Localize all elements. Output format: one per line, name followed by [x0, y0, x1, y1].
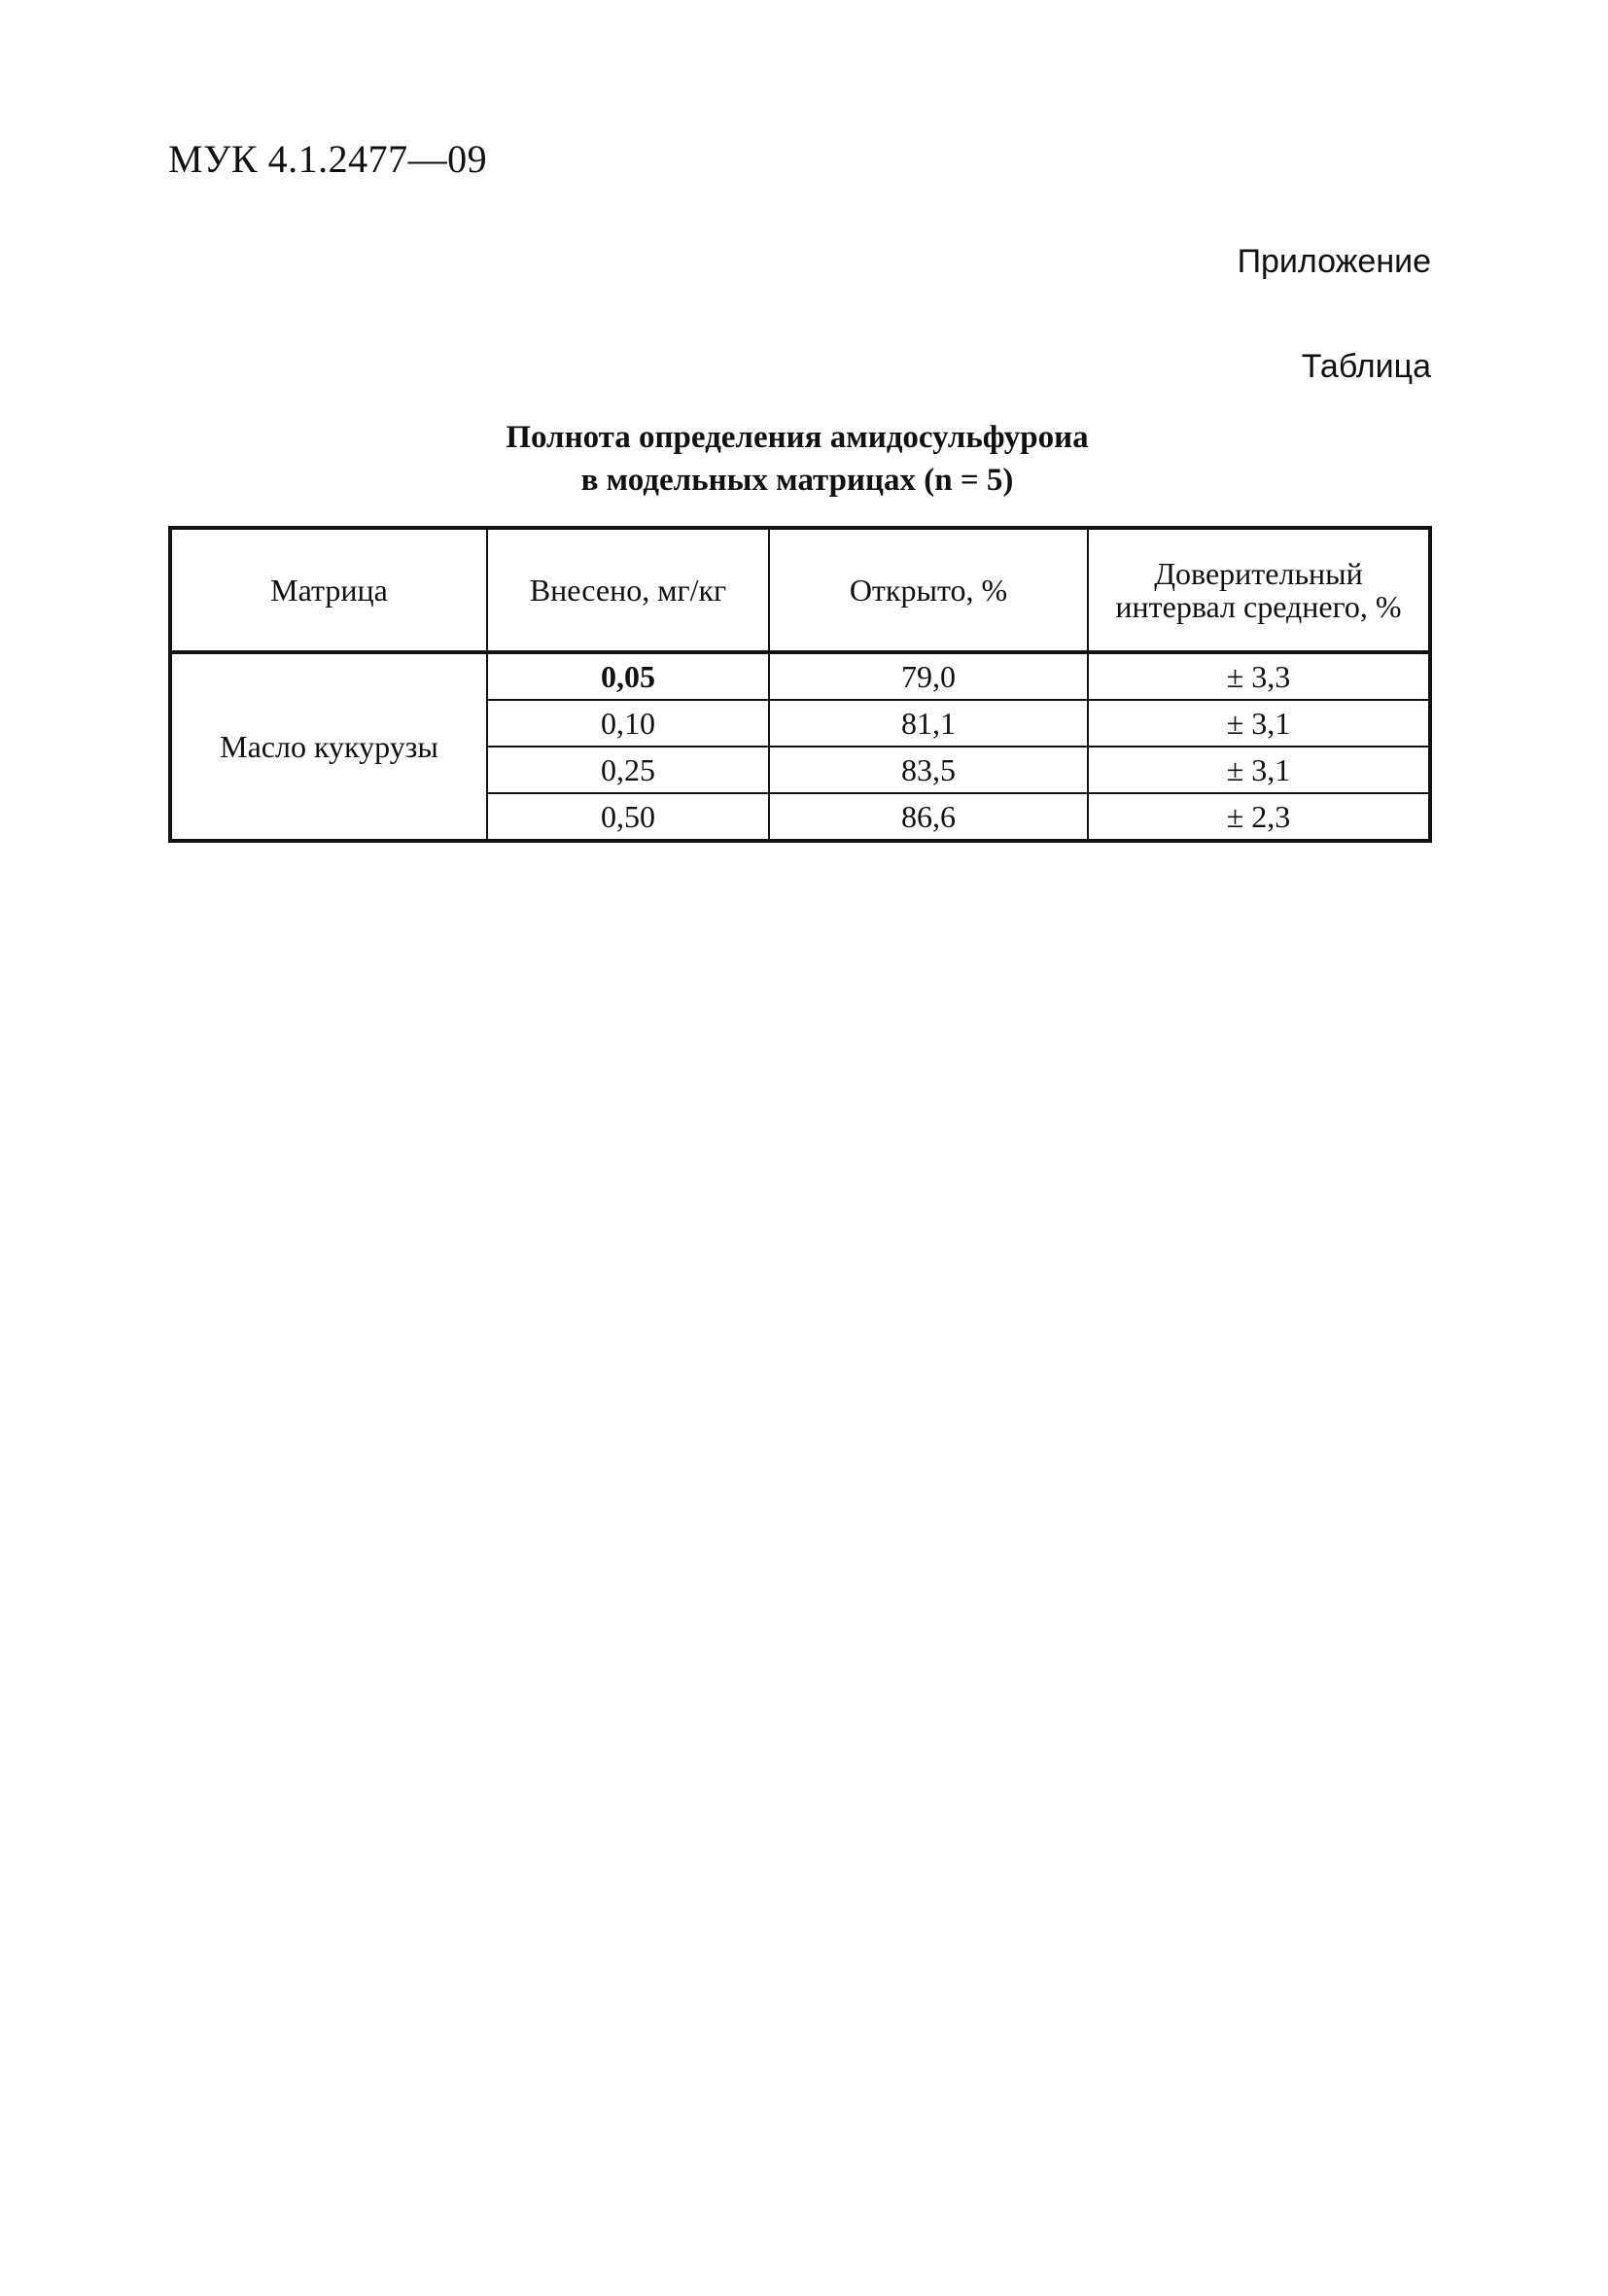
document-code: МУК 4.1.2477—09: [168, 137, 488, 181]
appendix-label: Приложение: [1237, 243, 1431, 280]
table-caption: [321, 416, 1274, 502]
header-matrix: Матрица: [170, 528, 487, 652]
table-row: [170, 652, 1430, 700]
interval-cell: ± 3,1: [1088, 700, 1430, 747]
added-cell: 0,10: [487, 700, 769, 747]
recovery-table: [168, 526, 1432, 843]
table-label: Таблица: [1301, 348, 1431, 385]
matrix-cell: Масло кукурузы: [170, 652, 487, 841]
found-cell: 83,5: [769, 747, 1088, 793]
caption-line-1: Полнота определения амидосульфуроиа: [506, 420, 1089, 455]
header-added: Внесено, мг/кг: [487, 528, 769, 652]
table-header-row: [170, 528, 1430, 652]
interval-cell: ± 3,1: [1088, 747, 1430, 793]
found-cell: 81,1: [769, 700, 1088, 747]
caption-line-2: в модельных матрицах (n = 5): [580, 463, 1014, 498]
found-cell: 79,0: [769, 652, 1088, 700]
interval-cell: ± 2,3: [1088, 793, 1430, 841]
added-cell: 0,50: [487, 793, 769, 841]
found-cell: 86,6: [769, 793, 1088, 841]
added-cell: 0,05: [487, 652, 769, 700]
header-found: Открыто, %: [769, 528, 1088, 652]
header-interval: Доверительный интервал среднего, %: [1088, 528, 1430, 652]
added-cell: 0,25: [487, 747, 769, 793]
interval-cell: ± 3,3: [1088, 652, 1430, 700]
